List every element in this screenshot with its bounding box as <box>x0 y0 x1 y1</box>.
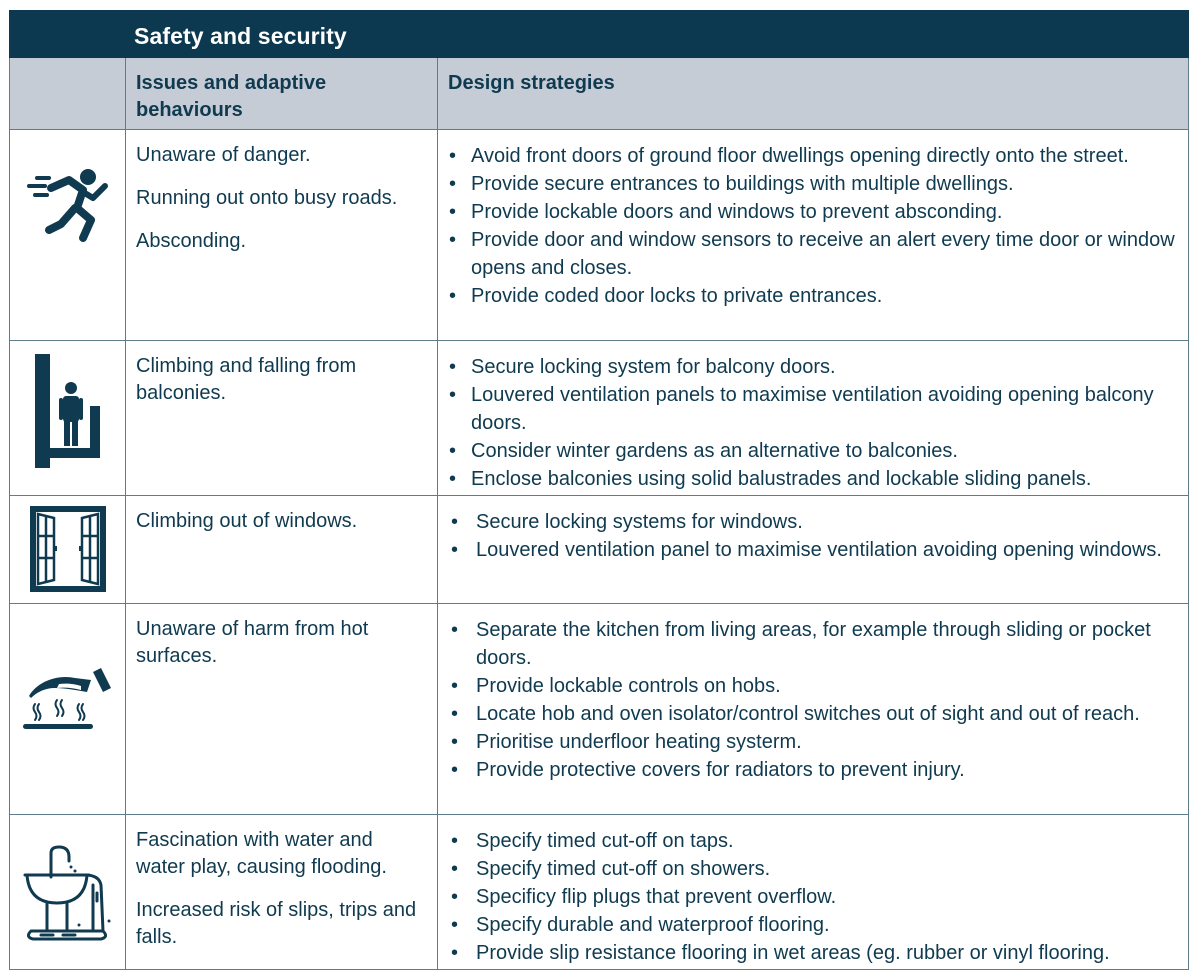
running-person-icon <box>25 168 111 244</box>
header-icon-col <box>10 58 125 129</box>
issue-text: Unaware of danger. <box>136 144 311 166</box>
list-item: • Specificy flip plugs that prevent overflow. <box>448 883 1178 911</box>
icon-cell <box>10 815 125 969</box>
open-window-icon <box>30 506 106 592</box>
table-row <box>9 130 1189 341</box>
list-item: • Enclose balconies using solid balustrades and lockable sliding panels. <box>448 465 1178 493</box>
list-item: • Prioritise underfloor heating systerm. <box>448 728 1178 756</box>
table-row <box>9 604 1189 815</box>
table-row <box>9 341 1189 496</box>
issue-text: Climbing out of windows. <box>136 510 358 532</box>
strategies-cell <box>437 130 1188 340</box>
list-item: • Provide lockable controls on hobs. <box>448 672 1178 700</box>
issue-text: Unaware of harm from hot surfaces. <box>136 618 369 667</box>
icon-cell <box>10 130 125 340</box>
strategy-list <box>448 353 1178 493</box>
list-item: • Provide secure entrances to buildings with multiple dwellings. <box>448 170 1178 198</box>
list-item: • Specify durable and waterproof flooring. <box>448 911 1178 939</box>
list-item: • Provide door and window sensors to receive an alert every time door or window opens and closes. <box>448 226 1178 282</box>
safety-security-table <box>9 10 1189 970</box>
issue-text: Increased risk of slips, trips and falls. <box>136 899 417 948</box>
strategy-list <box>448 142 1178 310</box>
list-item: • Louvered ventilation panels to maximise ventilation avoiding opening balcony doors. <box>448 381 1178 437</box>
strategy-list <box>448 508 1178 564</box>
list-item: • Specify timed cut-off on showers. <box>448 855 1178 883</box>
icon-cell <box>10 496 125 603</box>
icon-cell <box>10 604 125 814</box>
issues-cell <box>125 496 437 603</box>
list-item: • Consider winter gardens as an alternative to balconies. <box>448 437 1178 465</box>
list-item: • Provide lockable doors and windows to prevent absconding. <box>448 198 1178 226</box>
list-item: • Provide protective covers for radiators to prevent injury. <box>448 756 1178 784</box>
balcony-person-icon <box>33 354 103 470</box>
hand-hot-surface-icon <box>23 666 113 732</box>
issue-text: Absconding. <box>136 230 247 252</box>
icon-cell <box>10 341 125 495</box>
list-item: • Secure locking systems for windows. <box>448 508 1178 536</box>
header-issues: Issues and adaptive behaviours <box>125 58 437 129</box>
overflowing-sink-icon <box>23 845 113 941</box>
list-item: • Provide coded door locks to private entrances. <box>448 282 1178 310</box>
strategy-list <box>448 616 1178 784</box>
issue-text: Running out onto busy roads. <box>136 187 398 209</box>
table-title-bar <box>9 10 1189 58</box>
issues-cell <box>125 604 437 814</box>
strategy-list <box>448 827 1178 967</box>
list-item: • Avoid front doors of ground floor dwellings opening directly onto the street. <box>448 142 1178 170</box>
header-strategies: Design strategies <box>437 58 1188 129</box>
strategies-cell <box>437 341 1188 495</box>
table-header-row <box>9 58 1189 130</box>
strategies-cell <box>437 496 1188 603</box>
table-row <box>9 496 1189 604</box>
list-item: • Separate the kitchen from living areas, for example through sliding or pocket doors. <box>448 616 1178 672</box>
issues-cell <box>125 815 437 969</box>
strategies-cell <box>437 815 1188 969</box>
list-item: • Secure locking system for balcony doors. <box>448 353 1178 381</box>
issue-text: Fascination with water and water play, causing flooding. <box>136 829 387 878</box>
strategies-cell <box>437 604 1188 814</box>
list-item: • Specify timed cut-off on taps. <box>448 827 1178 855</box>
list-item: • Louvered ventilation panel to maximise ventilation avoiding opening windows. <box>448 536 1178 564</box>
issue-text: Climbing and falling from balconies. <box>136 355 357 404</box>
list-item: • Provide slip resistance flooring in wet areas (eg. rubber or vinyl flooring. <box>448 939 1178 967</box>
issues-cell <box>125 341 437 495</box>
table-title: Safety and security <box>134 23 347 49</box>
issues-cell <box>125 130 437 340</box>
list-item: • Locate hob and oven isolator/control switches out of sight and out of reach. <box>448 700 1178 728</box>
table-row <box>9 815 1189 970</box>
